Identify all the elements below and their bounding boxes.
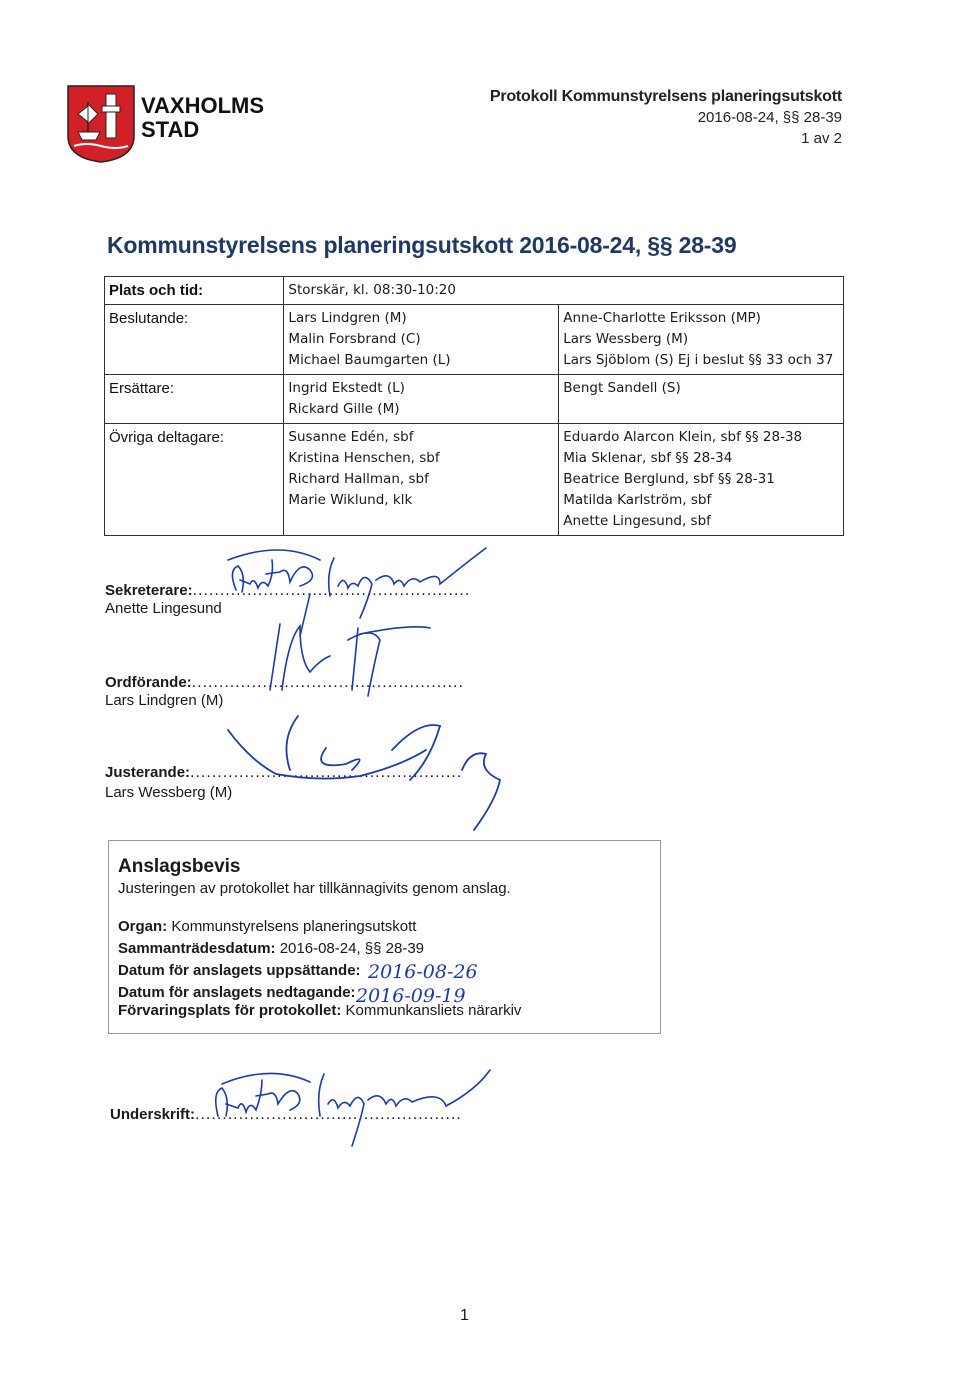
underskrift-block	[110, 1106, 462, 1124]
underskrift-label: Underskrift:	[110, 1106, 196, 1123]
list-item: Eduardo Alarcon Klein, sbf §§ 28-38	[563, 429, 803, 445]
ordforande-block	[105, 674, 464, 692]
sammantrade-label: Sammanträdesdatum:	[118, 940, 276, 957]
signature-line: .................................................	[195, 1106, 462, 1123]
forvaring-label: Förvaringsplats för protokollet:	[118, 1002, 342, 1019]
list-item: Michael Baumgarten (L)	[288, 352, 451, 368]
ovriga-label: Övriga deltagare:	[105, 424, 284, 536]
table-row-plats	[105, 277, 844, 305]
signature-line: ..................................................	[190, 764, 463, 781]
sammantrade-value: 2016-08-24, §§ 28-39	[279, 940, 424, 957]
table-row-ovriga	[105, 424, 844, 536]
logo-line-1: VAXHOLMS	[141, 93, 265, 118]
list-item: Matilda Karlström, sbf	[563, 492, 712, 508]
ovriga-col-1	[284, 424, 559, 536]
beslutande-col-1	[284, 305, 559, 375]
ersattare-col-1	[284, 375, 559, 424]
nedtagande-row	[118, 984, 356, 1001]
ordforande-name: Lars Lindgren (M)	[105, 692, 224, 709]
sekreterare-name: Anette Lingesund	[105, 600, 222, 617]
list-item: Anne-Charlotte Eriksson (MP)	[563, 310, 761, 326]
list-item: Lars Wessberg (M)	[563, 331, 689, 347]
vaxholm-coat-of-arms-logo	[66, 84, 136, 164]
table-row-ersattare	[105, 375, 844, 424]
sammantrade-row	[118, 940, 424, 957]
beslutande-col-2	[559, 305, 844, 375]
ordforande-label: Ordförande:	[105, 674, 192, 691]
uppsattande-label: Datum för anslagets uppsättande:	[118, 962, 361, 979]
attendance-table	[104, 276, 844, 536]
forvaring-value: Kommunkansliets närarkiv	[345, 1002, 522, 1019]
list-item: Malin Forsbrand (C)	[288, 331, 421, 347]
organ-value: Kommunstyrelsens planeringsutskott	[171, 918, 417, 935]
page-title: Kommunstyrelsens planeringsutskott 2016-08-24, §§ 28-39	[107, 232, 737, 258]
organ-label: Organ:	[118, 918, 168, 935]
justerande-block	[105, 764, 462, 782]
uppsattande-handwritten-date: 2016-08-26	[368, 961, 478, 983]
logo-line-2: STAD	[141, 117, 200, 142]
list-item: Marie Wiklund, klk	[288, 492, 413, 508]
organ-row	[118, 918, 416, 935]
list-item: Ingrid Ekstedt (L)	[288, 380, 405, 396]
justerande-label: Justerande:	[105, 764, 191, 781]
ersattare-label: Ersättare:	[105, 375, 284, 424]
list-item: Anette Lingesund, sbf	[563, 513, 711, 529]
header-date-sections: 2016-08-24, §§ 28-39	[697, 109, 842, 126]
list-item: Mia Sklenar, sbf §§ 28-34	[563, 450, 733, 466]
ersattare-col-2	[559, 375, 844, 424]
plats-label: Plats och tid:	[105, 277, 284, 305]
nedtagande-handwritten-date: 2016-09-19	[356, 985, 466, 1007]
anslagsbevis-title: Anslagsbevis	[118, 856, 241, 877]
list-item: Susanne Edén, sbf	[288, 429, 414, 445]
list-item: Lars Lindgren (M)	[288, 310, 407, 326]
ovriga-col-2	[559, 424, 844, 536]
list-item: Bengt Sandell (S)	[563, 380, 681, 396]
beslutande-label: Beslutande:	[105, 305, 284, 375]
plats-value: Storskär, kl. 08:30-10:20	[284, 277, 844, 305]
sekreterare-label: Sekreterare:	[105, 582, 193, 599]
signature-line: ...................................................	[192, 582, 471, 599]
forvaring-row	[118, 1002, 521, 1019]
list-item: Lars Sjöblom (S) Ej i beslut §§ 33 och 37	[563, 352, 834, 368]
logo-wordmark	[141, 94, 264, 142]
anslagsbevis-description: Justeringen av protokollet har tillkännagivits genom anslag.	[118, 880, 511, 897]
document-type-title: Protokoll Kommunstyrelsens planeringsutskott	[489, 88, 842, 105]
page-indicator: 1 av 2	[801, 130, 842, 147]
signature-line: ..................................................	[191, 674, 464, 691]
sekreterare-block	[105, 582, 470, 600]
justerande-name: Lars Wessberg (M)	[105, 784, 233, 801]
document-header	[490, 86, 842, 149]
page-number: 1	[460, 1307, 469, 1324]
list-item: Kristina Henschen, sbf	[288, 450, 440, 466]
uppsattande-row	[118, 962, 361, 979]
table-row-beslutande	[105, 305, 844, 375]
list-item: Rickard Gille (M)	[288, 401, 400, 417]
list-item: Richard Hallman, sbf	[288, 471, 429, 487]
nedtagande-label: Datum för anslagets nedtagande:	[118, 984, 356, 1001]
list-item: Beatrice Berglund, sbf §§ 28-31	[563, 471, 775, 487]
